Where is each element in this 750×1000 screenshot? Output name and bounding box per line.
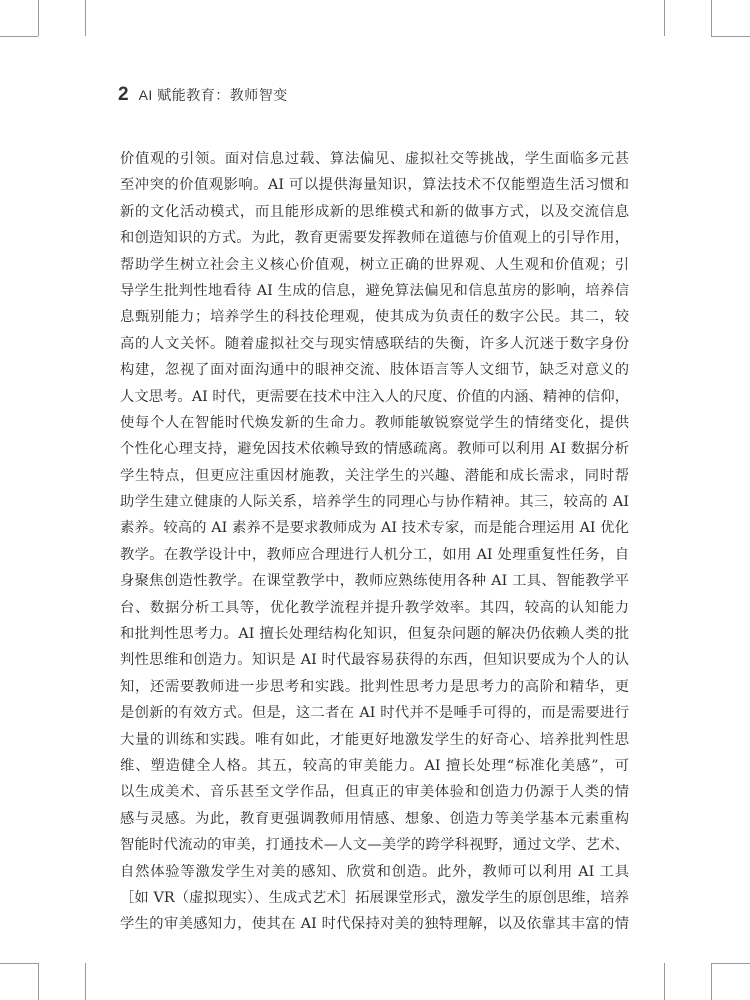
crop-mark — [711, 963, 712, 1000]
text-line: 个性化心理支持，避免因技术依赖导致的情感疏离。教师可以利用 AI 数据分析 — [120, 441, 629, 458]
text-line: 助学生建立健康的人际关系，培养学生的同理心与协作精神。其三，较高的 AI — [120, 494, 629, 511]
body-text — [120, 146, 629, 938]
book-title: AI 赋能教育：教师智变 — [138, 87, 288, 103]
text-line: 学生的审美感知力，使其在 AI 时代保持对美的独特理解，以及依靠其丰富的情 — [120, 916, 629, 933]
crop-mark — [85, 963, 86, 1000]
text-line: 知，还需要教师进一步思考和实践。批判性思考力是思考力的高阶和精华，更 — [120, 678, 629, 695]
text-line: 身聚焦创造性教学。在课堂教学中，教师应熟练使用各种 AI 工具、智能教学平 — [120, 573, 629, 590]
text-line: 智能时代流动的审美，打通技术—人文—美学的跨学科视野，通过文学、艺术、 — [120, 837, 629, 854]
crop-mark — [38, 963, 39, 1000]
crop-mark — [0, 963, 38, 964]
text-line: 价值观的引领。面对信息过载、算法偏见、虚拟社交等挑战，学生面临多元甚 — [120, 151, 629, 167]
text-line: 以生成美术、音乐甚至文学作品，但真正的审美体验和创造力仍源于人类的情 — [120, 784, 629, 801]
text-line: ［如 VR（虚拟现实）、生成式艺术］拓展课堂形式，激发学生的原创思维，培养 — [120, 889, 629, 906]
crop-mark — [711, 36, 750, 37]
text-line: 使每个人在智能时代焕发新的生命力。教师能敏锐察觉学生的情绪变化，提供 — [120, 414, 629, 431]
crop-mark — [664, 963, 665, 1000]
crop-mark — [664, 0, 665, 36]
running-head — [118, 84, 288, 106]
text-line: 至冲突的价值观影响。AI 可以提供海量知识，算法技术不仅能塑造生活习惯和 — [120, 177, 629, 194]
text-line: 构建，忽视了面对面沟通中的眼神交流、肢体语言等人文细节，缺乏对意义的 — [120, 362, 629, 379]
text-line: 大量的训练和实践。唯有如此，才能更好地激发学生的好奇心、培养批判性思 — [120, 731, 629, 748]
text-line: 息甄别能力；培养学生的科技伦理观，使其成为负责任的数字公民。其二，较 — [120, 309, 629, 326]
text-line: 感与灵感。为此，教育更强调教师用情感、想象、创造力等美学基本元素重构 — [120, 810, 629, 827]
text-line: 台、数据分析工具等，优化教学流程并提升教学效率。其四，较高的认知能力 — [120, 599, 629, 616]
text-line: 维、塑造健全人格。其五，较高的审美能力。AI 擅长处理“标准化美感”，可 — [120, 757, 629, 774]
text-line: 人文思考。AI 时代，更需要在技术中注入人的尺度、价值的内涵、精神的信仰， — [120, 388, 629, 405]
page-number: 2 — [118, 84, 129, 105]
text-line: 高的人文关怀。随着虚拟社交与现实情感联结的失衡，许多人沉迷于数字身份 — [120, 335, 629, 352]
text-line: 和批判性思考力。AI 擅长处理结构化知识，但复杂问题的解决仍依赖人类的批 — [120, 626, 629, 643]
crop-mark — [711, 963, 750, 964]
crop-mark — [0, 36, 38, 37]
text-line: 导学生批判性地看待 AI 生成的信息，避免算法偏见和信息茧房的影响，培养信 — [120, 282, 629, 299]
crop-mark — [711, 0, 712, 36]
text-line: 和创造知识的方式。为此，教育更需要发挥教师在道德与价值观上的引导作用， — [120, 230, 629, 247]
text-line: 学生特点，但更应注重因材施教，关注学生的兴趣、潜能和成长需求，同时帮 — [120, 467, 629, 484]
crop-mark — [38, 0, 39, 36]
text-line: 帮助学生树立社会主义核心价值观，树立正确的世界观、人生观和价值观；引 — [120, 256, 629, 273]
text-line: 新的文化活动模式，而且能形成新的思维模式和新的做事方式，以及交流信息 — [120, 203, 629, 220]
text-line: 自然体验等激发学生对美的感知、欣赏和创造。此外，教师可以利用 AI 工具 — [120, 863, 629, 880]
text-line: 判性思维和创造力。知识是 AI 时代最容易获得的东西，但知识要成为个人的认 — [120, 652, 629, 669]
text-line: 是创新的有效方式。但是，这二者在 AI 时代并不是唾手可得的，而是需要进行 — [120, 705, 629, 722]
crop-mark — [85, 0, 86, 36]
text-line: 素养。较高的 AI 素养不是要求教师成为 AI 技术专家，而是能合理运用 AI 优化 — [120, 520, 629, 537]
text-line: 教学。在教学设计中，教师应合理进行人机分工，如用 AI 处理重复性任务，自 — [120, 546, 629, 563]
